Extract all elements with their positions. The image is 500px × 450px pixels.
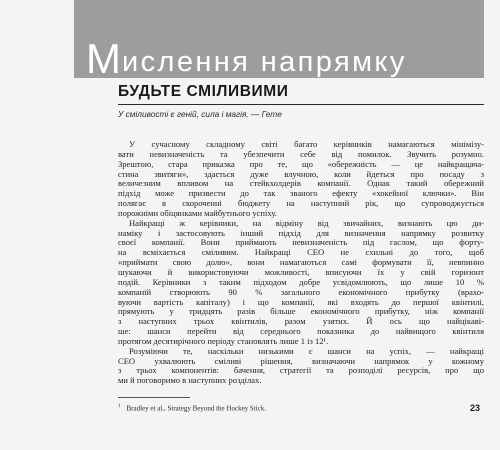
body-line: CEO ухвалюють сміливі рішення, визначаючи напрямок у кожному (118, 355, 484, 366)
body-line: з трьох компонентів: бачення, стратегії та розподілі ресурсів, про що (118, 365, 484, 376)
body-line: величезним впливом на стейкхолдерів компанії. Однак такий обережний (118, 178, 484, 189)
body-line: полягає в скороченні бюджету на наступний рік, що супроводжується (118, 198, 484, 209)
body-line: своєї компанії. Вони приймають невизначеність під гаслом, що форту- (118, 237, 484, 248)
body-line: протягом десятирічного періоду становлять лише 1 із 12¹. (118, 335, 329, 346)
body-line: порожніми обіцянками майбутнього успіху. (118, 207, 277, 218)
chapter-title-dropcap: М (86, 35, 121, 82)
body-line: ми й поговоримо в наступних розділах. (118, 375, 262, 386)
body-line: подій. Керівники з таким підходом добре усвідомлюють, що лише 10 % (118, 276, 484, 287)
body-line: Розуміючи те, наскільки низькими є шанси на успіх, — найкращі (129, 345, 484, 356)
chapter-title-rest: ислення напрямку (122, 46, 407, 78)
section-divider (118, 104, 484, 105)
body-line: стина звитяги», здається дуже влучною, коли йдеться про посаду з (118, 168, 484, 179)
footnote-divider (118, 397, 190, 398)
footnote (118, 404, 266, 412)
section-title: БУДЬТЕ СМІЛИВИМИ (118, 83, 289, 100)
chapter-title (86, 35, 407, 82)
body-text (118, 140, 484, 386)
body-line: підхід може призвести до так званого ефекту «хокейної ключки». Він (118, 188, 484, 199)
body-line: вуючи вартість капіталу) і що компанії, які входять до першої квінтилі, (118, 296, 484, 307)
body-line: Найкращі ж керівники, на відміну від звичайних, визнають цю ди- (129, 217, 484, 228)
body-line: прямують у тридцять разів більше економічного прибутку, ніж компанії (118, 306, 484, 317)
page-number: 23 (470, 403, 481, 413)
body-line: Зрештою, стара приказка про те, що «обережність — це найкращача- (118, 158, 484, 169)
body-line: «приймати свою долю», вони намагаються самі формувати її, невпинно (118, 257, 484, 268)
epigraph: У сміливості є геній, сила і магія. — Гете (118, 109, 282, 119)
body-line: вати невизначеність та убезпечити себе від помилок. Звучить розумно. (118, 148, 484, 159)
body-line: У сучасному складному світі багато керівників намагаються мінімізу- (129, 139, 484, 149)
body-line: шукаючи й використовуючи можливості, вписуючи їх у свій горизонт (118, 266, 484, 277)
footnote-text: Bradley et al., Strategy Beyond the Hockey Stick. (126, 404, 267, 413)
body-line: на всміхається сміливим. Найкращі CEO не схильні до того, щоб (118, 247, 484, 258)
footnote-number: 1 (118, 404, 121, 409)
body-line: ше: шанси перейти від середнього показника до найвищого квінтиля (118, 326, 484, 337)
body-line: компаній створюють 90 % загального економічного прибутку (врахо- (118, 286, 484, 297)
body-line: наміку і застосовують інший підхід для визначення напрямку розвитку (118, 227, 484, 238)
body-line: з наступних трьох квінтилів, разом узятих. Й ось що найцікаві- (118, 316, 484, 327)
